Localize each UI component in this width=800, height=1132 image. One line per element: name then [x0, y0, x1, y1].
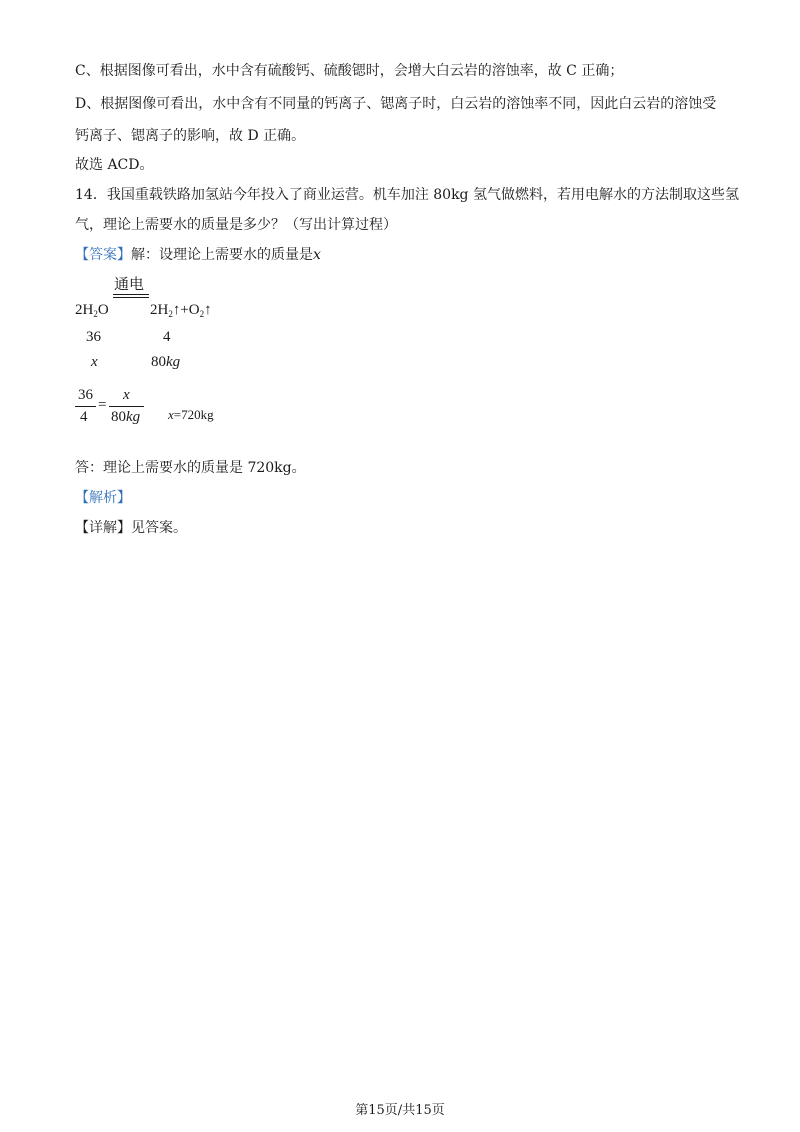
line-c-option: C、根据图像可看出，水中含有硫酸钙、硫酸锶时，会增大白云岩的溶蚀率，故 C 正确； — [75, 63, 624, 79]
frac-left-den: 4 — [80, 409, 88, 425]
line-q14-2: 气，理论上需要水的质量是多少？（写出计算过程） — [75, 217, 397, 233]
product-formula: $2H_2↑+O_2↑$ — [150, 302, 212, 319]
result: x=720kg — [168, 407, 214, 422]
reactant-formula: $2H_2O$ — [75, 302, 109, 319]
given-mass: 80kg — [151, 354, 181, 370]
condition-line-2 — [113, 297, 149, 298]
mass-water: 36 — [86, 329, 101, 345]
conclusion: 答：理论上需要水的质量是 720kg。 — [75, 460, 306, 476]
line-d-option-1: D、根据图像可看出，水中含有不同量的钙离子、锶离子时，白云岩的溶蚀率不同，因此白云岩的溶蚀受 — [75, 96, 717, 112]
line-choose: 故选 ACD。 — [75, 157, 154, 173]
answer-line — [75, 246, 321, 264]
unknown-x: x — [91, 354, 98, 370]
detail: 【详解】见答案。 — [75, 520, 187, 536]
frac-left-num: 36 — [78, 387, 93, 403]
frac-right-bar — [109, 406, 144, 407]
answer-var: x — [313, 247, 321, 263]
line-d-option-2: 钙离子、锶离子的影响，故 D 正确。 — [75, 128, 306, 144]
answer-text: 解：设理论上需要水的质量是 — [131, 247, 313, 263]
frac-right-num: x — [123, 387, 130, 403]
page-footer: 第15页/共15页 — [355, 1103, 445, 1118]
frac-left-bar — [75, 406, 96, 407]
line-q14-1: 14．我国重载铁路加氢站今年投入了商业运营。机车加注 80kg 氢气做燃料，若用电解水的方法制取这些氢 — [75, 187, 739, 203]
condition-line-1 — [113, 294, 149, 295]
analysis-tag: 【解析】 — [75, 490, 131, 506]
frac-right-den: 80kg — [111, 409, 141, 425]
equals-sign: = — [98, 397, 107, 413]
answer-tag: 【答案】 — [75, 247, 131, 263]
mass-hydrogen: 4 — [163, 329, 171, 345]
reaction-condition: 通电 — [114, 275, 145, 293]
